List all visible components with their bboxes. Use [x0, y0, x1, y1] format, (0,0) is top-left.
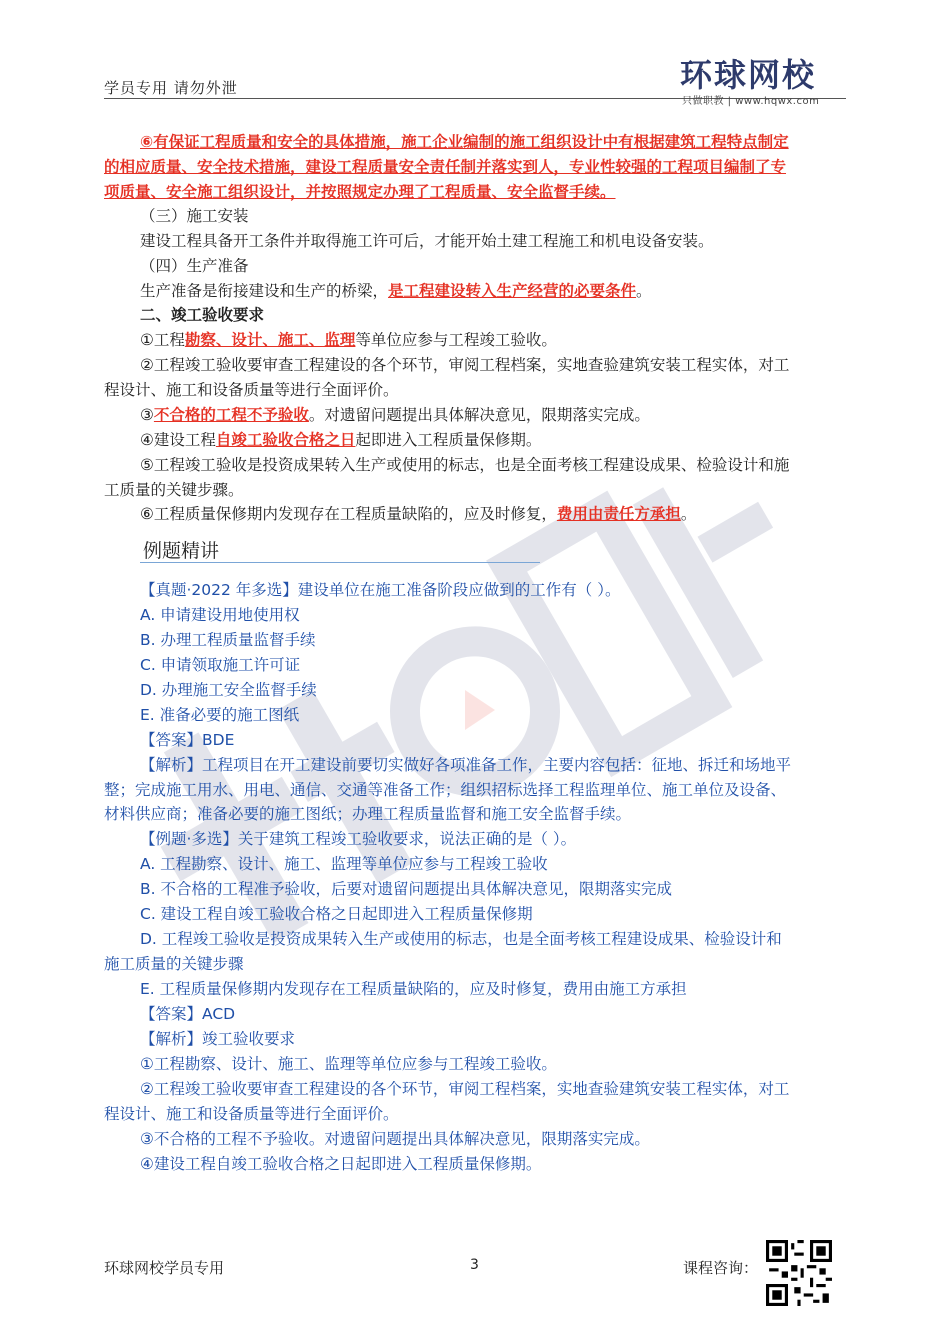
q1-stem: 【真题·2022 年多选】建设单位在施工准备阶段应做到的工作有（ ）。 [140, 581, 621, 599]
q2-option-e: E. 工程质量保修期内发现存在工程质量缺陷的，应及时修复，费用由施工方承担 [140, 980, 687, 998]
acceptance-item-5-line-1: ⑤工程竣工验收是投资成果转入生产或使用的标志，也是全面考核工程建设成果、检验设计和施 [140, 456, 790, 474]
footer-note: 环球网校学员专用 [104, 1259, 225, 1277]
p1-line-2: 的相应质量、安全技术措施，建设工程质量安全责任制并落实到人，专业性较强的工程项目编制了专 [104, 158, 787, 176]
section-title-underline [140, 562, 540, 563]
heading-construction-install: （三）施工安装 [140, 207, 249, 225]
acceptance-item-4: ④建设工程自竣工验收合格之日起即进入工程质量保修期。 [140, 431, 542, 449]
p1-line-1: ⑥有保证工程质量和安全的具体措施，施工企业编制的施工组织设计中有根据建筑工程特点制定 [140, 133, 789, 151]
q2-option-d-line-2: 施工质量的关键步骤 [104, 955, 244, 973]
q2-answer: 【答案】ACD [140, 1005, 236, 1023]
q2-analysis-line-2: ①工程勘察、设计、施工、监理等单位应参与工程竣工验收。 [140, 1055, 557, 1073]
acceptance-item-2-line-2: 程设计、施工和设备质量等进行全面评价。 [104, 381, 399, 399]
q2-option-b: B. 不合格的工程准予验收，后要对遗留问题提出具体解决意见，限期落实完成 [140, 880, 672, 898]
highlight-necessary-condition: 是工程建设转入生产经营的必要条件 [388, 282, 637, 300]
q1-option-e: E. 准备必要的施工图纸 [140, 706, 300, 724]
q2-analysis-line-5: ③不合格的工程不予验收。对遗留问题提出具体解决意见，限期落实完成。 [140, 1130, 650, 1148]
page-number: 3 [470, 1257, 479, 1273]
brand-logo [680, 50, 845, 108]
logo-slogan: 只做职教 | www.hqwx.com [682, 96, 820, 107]
qr-code-icon[interactable] [766, 1240, 832, 1306]
q1-analysis-line-1: 【解析】工程项目在开工建设前要切实做好各项准备工作，主要内容包括：征地、拆迁和场地平 [140, 756, 792, 774]
q1-answer: 【答案】BDE [140, 731, 235, 749]
acceptance-item-1: ①工程勘察、设计、施工、监理等单位应参与工程竣工验收。 [140, 331, 557, 349]
q2-analysis-line-3: ②工程竣工验收要审查工程建设的各个环节，审阅工程档案，实地查验建筑安装工程实体，对工 [140, 1080, 790, 1098]
q1-option-d: D. 办理施工安全监督手续 [140, 681, 317, 699]
para-production-prep: 生产准备是衔接建设和生产的桥梁，是工程建设转入生产经营的必要条件。 [140, 282, 652, 300]
acceptance-item-5-line-2: 工质量的关键步骤。 [104, 481, 244, 499]
q2-option-c: C. 建设工程自竣工验收合格之日起即进入工程质量保修期 [140, 905, 533, 923]
q1-option-a: A. 申请建设用地使用权 [140, 606, 300, 624]
q1-analysis-line-2: 整；完成施工用水、用电、通信、交通等准备工作；组织招标选择工程监理单位、施工单位及设备、 [104, 781, 787, 799]
q1-option-b: B. 办理工程质量监督手续 [140, 631, 316, 649]
logo-wordmark: 环球网校 [680, 56, 817, 94]
q2-analysis-line-1: 【解析】竣工验收要求 [140, 1030, 296, 1048]
acceptance-item-3: ③不合格的工程不予验收。对遗留问题提出具体解决意见，限期落实完成。 [140, 406, 650, 424]
q1-option-c: C. 申请领取施工许可证 [140, 656, 301, 674]
q2-analysis-line-6: ④建设工程自竣工验收合格之日起即进入工程质量保修期。 [140, 1155, 542, 1173]
heading-production-prep: （四）生产准备 [140, 257, 249, 275]
q2-stem: 【例题·多选】关于建筑工程竣工验收要求，说法正确的是（ ）。 [140, 830, 577, 848]
q1-analysis-line-3: 材料供应商；准备必要的施工图纸；办理工程质量监督和施工安全监督手续。 [104, 805, 632, 823]
course-consult-label: 课程咨询： [683, 1259, 759, 1277]
acceptance-item-6: ⑥工程质量保修期内发现存在工程质量缺陷的，应及时修复，费用由责任方承担。 [140, 505, 697, 523]
q2-option-a: A. 工程勘察、设计、施工、监理等单位应参与工程竣工验收 [140, 855, 548, 873]
acceptance-item-2-line-1: ②工程竣工验收要审查工程建设的各个环节，审阅工程档案，实地查验建筑安装工程实体，对工 [140, 356, 790, 374]
para-construction-install: 建设工程具备开工条件并取得施工许可后，才能开始土建工程施工和机电设备安装。 [140, 232, 714, 250]
heading-acceptance-requirements: 二、竣工验收要求 [140, 306, 265, 324]
examples-section-title: 例题精讲 [143, 540, 220, 562]
p1-line-3: 项质量、安全施工组织设计，并按照规定办理了工程质量、安全监督手续。 [104, 183, 616, 201]
header-confidential-note: 学员专用 请勿外泄 [104, 79, 238, 97]
q2-analysis-line-4: 程设计、施工和设备质量等进行全面评价。 [104, 1105, 399, 1123]
q2-option-d-line-1: D. 工程竣工验收是投资成果转入生产或使用的标志，也是全面考核工程建设成果、检验设计和 [140, 930, 782, 948]
